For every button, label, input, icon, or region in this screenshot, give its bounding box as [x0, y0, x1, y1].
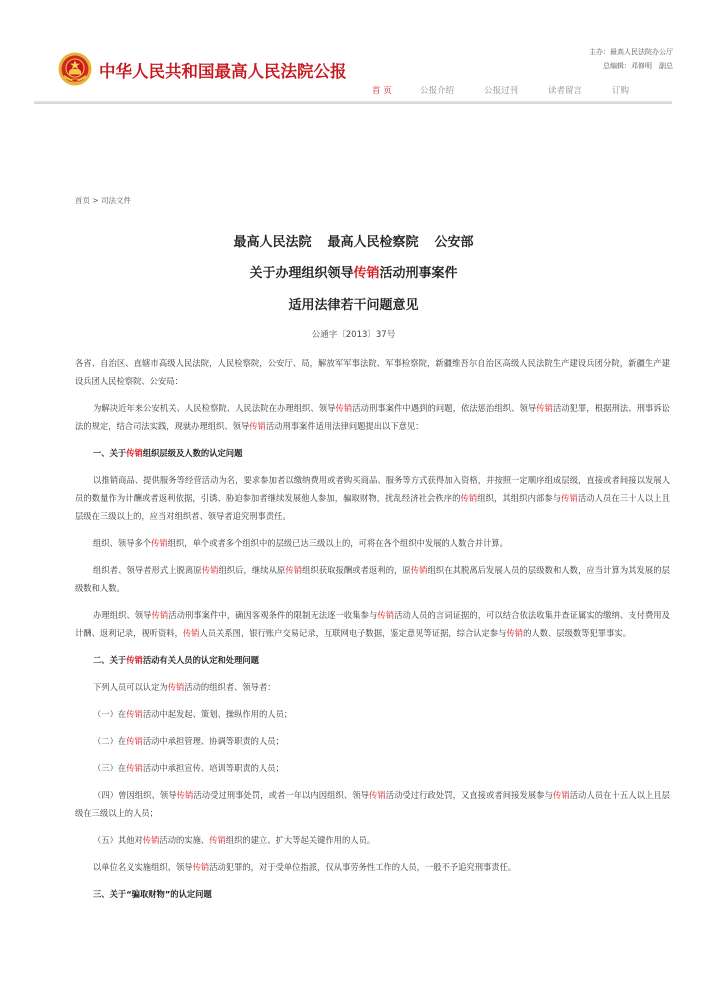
- keyword-highlight: 传销: [410, 565, 428, 575]
- paragraph-text: 活动刑事案件中遇到的问题，依法惩治组织、领导: [352, 403, 537, 413]
- breadcrumb[interactable]: 首页 > 司法文件: [75, 196, 132, 205]
- paragraph-text: 活动有关人员的认定和处理问题: [142, 655, 259, 665]
- paragraph-text: （三）在: [93, 763, 127, 773]
- nav-archive[interactable]: 公报过刊: [484, 86, 519, 96]
- paragraph-text: 活动受过刑事处罚，或者一年以内因组织、领导: [193, 790, 369, 800]
- paragraph-text: 以单位名义实施组织、领导: [93, 862, 193, 872]
- paragraph-text: 组织获取报酬或者返利的，原: [302, 565, 411, 575]
- keyword-highlight: 传销: [126, 763, 143, 773]
- keyword-highlight: 传销: [126, 448, 143, 458]
- document-body: [75, 354, 670, 912]
- paragraph-text: 组织的建立、扩大等起关键作用的人员。: [225, 835, 376, 845]
- paragraph-text: （一）在: [93, 709, 127, 719]
- keyword-highlight: 传销: [182, 628, 200, 638]
- issuer-court: 最高人民法院: [233, 235, 312, 250]
- paragraph-text: 以推销商品、提供服务等经营活动为名，要求参加者以缴纳费用或者购买商品、服务等方式获得加入资格，并按照一定顺序组成层级，直接或者间接以发展人员的数量作为计酬或者返利依据，引诱、胁迫参加者继续发展他人参加，骗取财物，扰乱经济社会秩序的: [75, 475, 670, 503]
- paragraph-text: 各省、自治区、直辖市高级人民法院，人民检察院，公安厅、局，解放军军事法院、军事检察院，新疆维吾尔自治区高级人民法院生产建设兵团分院，新疆生产建设兵团人民检察院、公安局：: [75, 358, 670, 386]
- body-paragraph: [75, 705, 670, 723]
- paragraph-text: 活动犯罪的，对于受单位指派，仅从事劳务性工作的人员，一般不予追究刑事责任。: [209, 862, 517, 872]
- paragraph-text: 组织，单个或者多个组织中的层级已达三级以上的，可将在各个组织中发展的人数合并计算。: [167, 538, 508, 548]
- paragraph-text: （二）在: [93, 736, 127, 746]
- nav-messages[interactable]: 读者留言: [548, 86, 583, 96]
- header-divider: [34, 101, 672, 104]
- keyword-highlight: 传销: [192, 862, 210, 872]
- paragraph-text: 一、关于: [93, 448, 127, 458]
- keyword-highlight: 传销: [335, 403, 353, 413]
- sponsor-info: 主办：最高人民法院办公厅: [589, 48, 673, 56]
- paragraph-text: 人员关系图，银行账户交易记录，互联网电子数据，鉴定意见等证据，综合认定参与: [199, 628, 507, 638]
- section-heading: [75, 651, 670, 669]
- keyword-highlight: 传销: [126, 709, 143, 719]
- body-paragraph: [75, 471, 670, 525]
- paragraph-text: 组织，其组织内部参与: [477, 493, 562, 503]
- paragraph-text: 组织、领导多个: [93, 538, 152, 548]
- paragraph-text: 活动的组织者、领导者：: [184, 682, 276, 692]
- site-title[interactable]: 中华人民共和国最高人民法院公报: [99, 62, 347, 81]
- paragraph-text: 活动犯罪，根据刑法、刑事诉讼法的规定，结合司法实践，现就办理组织、领导: [75, 403, 670, 431]
- paragraph-text: 活动中起发起、策划、操纵作用的人员；: [142, 709, 293, 719]
- editor-info: 总编辑：邓修明 副总: [603, 62, 673, 70]
- site-header: [0, 0, 707, 104]
- paragraph-text: （五）其他对: [93, 835, 143, 845]
- paragraph-text: 活动受过行政处罚，又直接或者间接发展参与: [385, 790, 553, 800]
- paragraph-text: 活动的实施、: [159, 835, 210, 845]
- paragraph-text: 办理组织、领导: [93, 610, 152, 620]
- keyword-highlight: 传销: [506, 628, 524, 638]
- paragraph-text: 下列人员可以认定为: [93, 682, 168, 692]
- keyword-highlight: 传销: [561, 493, 578, 503]
- nav-home[interactable]: 首 页: [372, 86, 392, 96]
- paragraph-text: 活动人员的言词证据的，可以结合依法收集并查证属实的缴纳、支付费用及计酬、返利记录，视听资料，: [75, 610, 670, 638]
- paragraph-text: 活动人员在三十人以上且层级在三级以上的，应当对组织者、领导者追究刑事责任。: [75, 493, 670, 521]
- keyword-highlight: 传销: [151, 538, 168, 548]
- keyword-highlight: 传销: [353, 266, 380, 281]
- paragraph-text: 组织者、领导者形式上脱离原: [93, 565, 202, 575]
- paragraph-text: 二、关于: [93, 655, 127, 665]
- paragraph-text: 三、关于“骗取财物”的认定问题: [93, 889, 212, 899]
- keyword-highlight: 传销: [151, 610, 169, 620]
- body-paragraph: [75, 786, 670, 822]
- body-paragraph: [75, 678, 670, 696]
- section-heading: [75, 444, 670, 462]
- body-paragraph: [75, 399, 670, 435]
- paragraph-text: 活动中承担管理、协调等职责的人员；: [142, 736, 284, 746]
- nav-about[interactable]: 公报介绍: [420, 86, 455, 96]
- paragraph-text: 组织后，继续从原: [218, 565, 286, 575]
- body-paragraph: [75, 831, 670, 849]
- section-heading: [75, 885, 670, 903]
- keyword-highlight: 传销: [536, 403, 553, 413]
- keyword-highlight: 传销: [201, 565, 219, 575]
- keyword-highlight: 传销: [552, 790, 570, 800]
- body-paragraph: [75, 354, 670, 390]
- issuer-procuratorate: 最高人民检察院: [327, 235, 419, 250]
- paragraph-text: 活动刑事案件中，确因客观条件的限制无法逐一收集参与: [168, 610, 378, 620]
- body-paragraph: [75, 606, 670, 642]
- paragraph-text: 活动中承担宣传、培训等职责的人员；: [142, 763, 284, 773]
- body-paragraph: [75, 858, 670, 876]
- keyword-highlight: 传销: [209, 835, 226, 845]
- paragraph-text: 组织层级及人数的认定问题: [142, 448, 243, 458]
- national-emblem-icon: [58, 52, 92, 86]
- body-paragraph: [75, 561, 670, 597]
- paragraph-text: 为解决近年来公安机关、人民检察院、人民法院在办理组织、领导: [93, 403, 336, 413]
- paragraph-text: 组织在其脱离后发展人员的层级数和人数，应当计算为其发展的层级数和人数。: [75, 565, 670, 593]
- keyword-highlight: 传销: [377, 610, 395, 620]
- issuing-agencies: [0, 231, 707, 250]
- body-paragraph: [75, 534, 670, 552]
- paragraph-text: （四）曾因组织、领导: [93, 790, 177, 800]
- document-subtitle: 适用法律若干问题意见: [288, 298, 419, 313]
- document-number: 公通字〔2013〕37号: [311, 330, 396, 340]
- keyword-highlight: 传销: [176, 790, 194, 800]
- paragraph-text: 的人数、层级数等犯罪事实。: [523, 628, 631, 638]
- paragraph-text: 活动人员在十五人以上且层级在三级以上的人员；: [75, 790, 670, 818]
- keyword-highlight: 传销: [460, 493, 478, 503]
- nav-subscribe[interactable]: 订购: [612, 86, 630, 96]
- keyword-highlight: 传销: [126, 655, 143, 665]
- keyword-highlight: 传销: [126, 736, 143, 746]
- keyword-highlight: 传销: [368, 790, 386, 800]
- body-paragraph: [75, 732, 670, 750]
- keyword-highlight: 传销: [142, 835, 160, 845]
- issuer-police: 公安部: [434, 235, 474, 250]
- document-title: 关于办理组织领导传销活动刑事案件: [249, 266, 458, 281]
- paragraph-text: 活动刑事案件适用法律问题提出以下意见：: [265, 421, 424, 431]
- keyword-highlight: 传销: [285, 565, 303, 575]
- keyword-highlight: 传销: [167, 682, 185, 692]
- keyword-highlight: 传销: [249, 421, 266, 431]
- body-paragraph: [75, 759, 670, 777]
